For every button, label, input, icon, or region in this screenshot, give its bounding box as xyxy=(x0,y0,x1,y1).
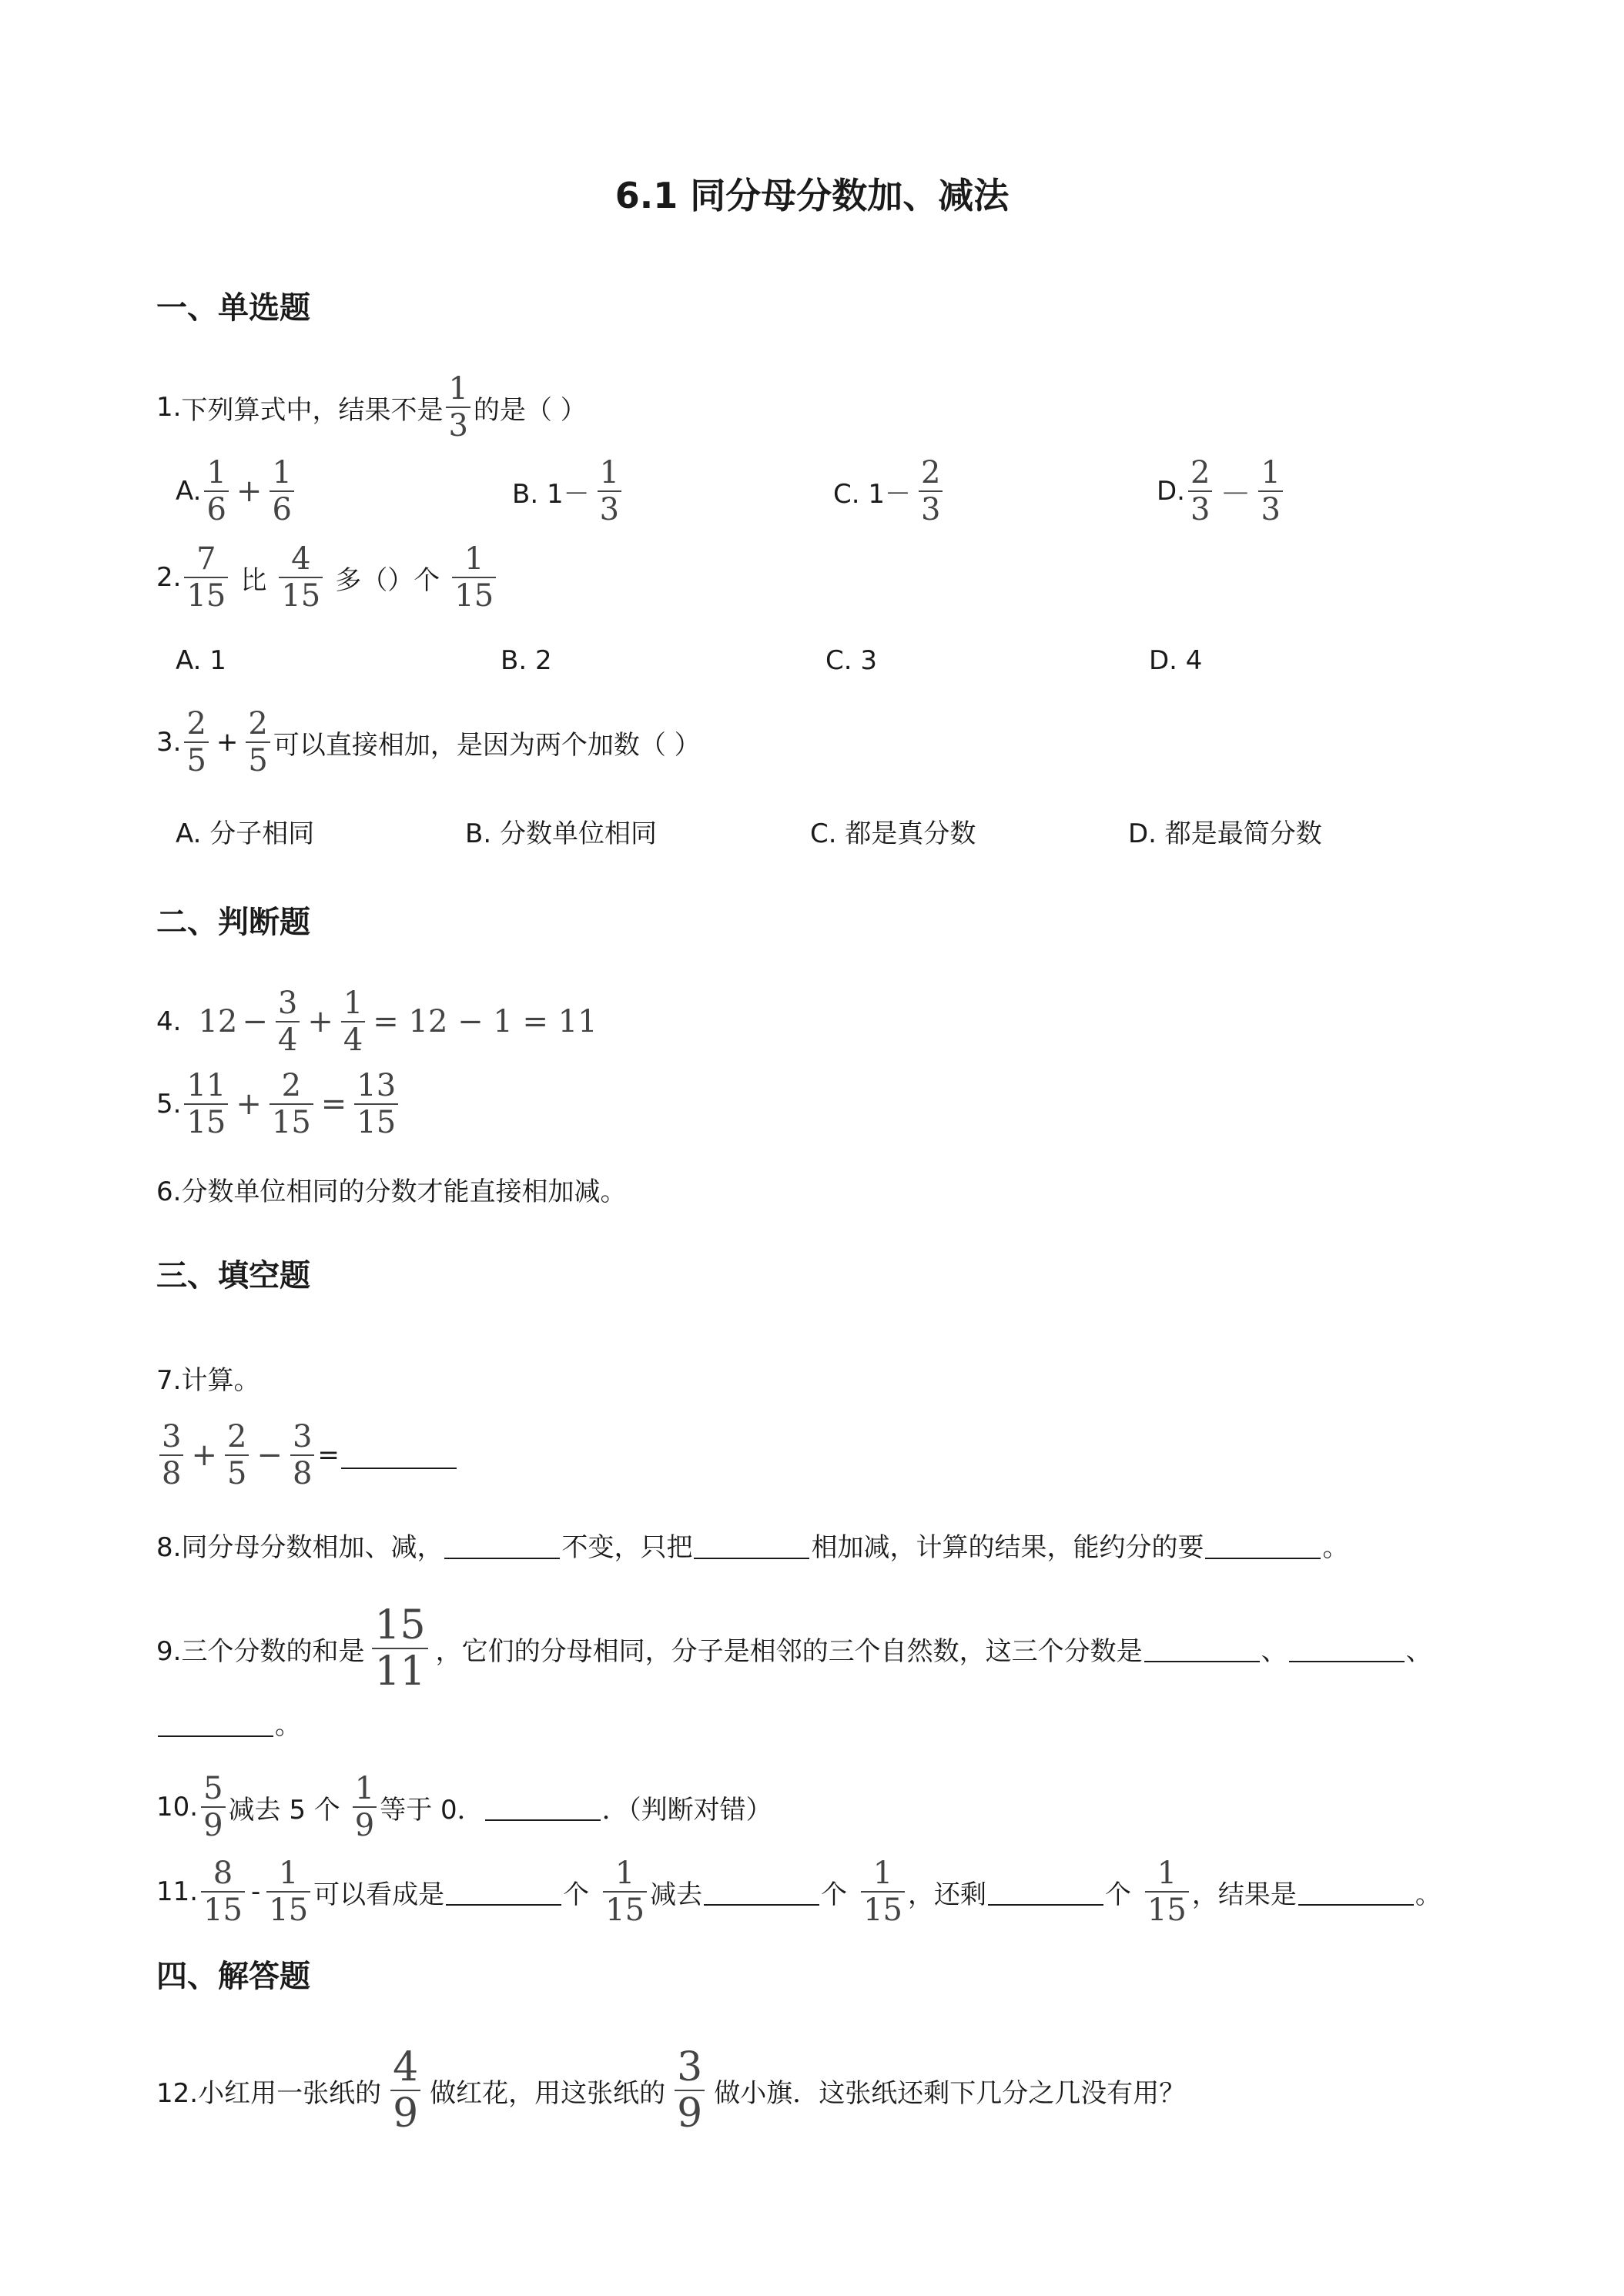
fraction: 1 15 xyxy=(266,1858,310,1926)
answer-blank[interactable] xyxy=(1144,1635,1260,1662)
section-heading-true-false: 二、判断题 xyxy=(156,905,310,940)
equals-sign: = xyxy=(320,1086,347,1122)
fraction: 1 3 xyxy=(598,457,621,525)
fraction: 4 9 xyxy=(390,2047,420,2134)
question-text: 可以看成是 xyxy=(313,1879,445,1910)
question-text: 下列算式中，结果不是 xyxy=(181,394,444,426)
question-text: 。 xyxy=(1415,1879,1442,1910)
option-b[interactable]: B. 分数单位相同 xyxy=(465,818,657,849)
fraction: 1 15 xyxy=(861,1858,905,1926)
question-12 xyxy=(156,2044,1186,2137)
fraction: 15 11 xyxy=(372,1605,427,1692)
fraction: 1 15 xyxy=(1145,1858,1189,1926)
answer-blank[interactable] xyxy=(988,1878,1103,1906)
question-4 xyxy=(156,988,598,1056)
question-text: 等于 0． xyxy=(380,1794,484,1826)
fraction: 8 15 xyxy=(201,1858,245,1926)
operator: + xyxy=(307,1004,333,1039)
question-9-continued xyxy=(156,1704,301,1742)
option-a[interactable]: A. 1 xyxy=(176,645,226,676)
option-a[interactable]: A. 分子相同 xyxy=(176,818,315,849)
equals-sign: = xyxy=(317,1440,340,1471)
question-text: 相加减，计算的结果，能约分的要 xyxy=(811,1532,1204,1563)
question-text: 12.小红用一张纸的 xyxy=(156,2077,382,2109)
answer-blank[interactable] xyxy=(444,1531,560,1559)
option-label: B. 1－ xyxy=(512,478,590,510)
fraction: 1 9 xyxy=(353,1773,377,1841)
question-text: 做红花，用这张纸的 xyxy=(430,2077,666,2109)
question-text: 。 xyxy=(275,1710,301,1741)
question-number: 11. xyxy=(156,1876,199,1907)
fraction: 3 8 xyxy=(290,1421,314,1489)
question-1 xyxy=(156,373,587,441)
fraction: 1 15 xyxy=(452,544,496,611)
option-b[interactable]: B. 2 xyxy=(501,645,552,676)
question-text: 个 xyxy=(821,1879,848,1910)
fraction: 2 3 xyxy=(919,457,943,525)
option-a[interactable] xyxy=(176,457,297,525)
separator: 、 xyxy=(1261,1635,1287,1667)
option-d[interactable]: D. 都是最简分数 xyxy=(1128,818,1322,849)
question-text: 个 xyxy=(1104,1879,1131,1910)
question-text: 多（）个 xyxy=(335,564,440,596)
question-2 xyxy=(156,541,499,614)
question-7-expression xyxy=(156,1421,458,1489)
answer-blank[interactable] xyxy=(1289,1635,1405,1662)
question-text: 9.三个分数的和是 xyxy=(156,1635,365,1667)
question-9 xyxy=(156,1602,1432,1695)
answer-blank[interactable] xyxy=(694,1531,809,1559)
separator: 、 xyxy=(1405,1635,1432,1667)
question-text: 个 xyxy=(563,1879,590,1910)
question-3 xyxy=(156,708,701,776)
operator: − xyxy=(242,1004,268,1039)
math-number: 12 xyxy=(198,1004,238,1039)
math-expression: = 12 − 1 = 11 xyxy=(373,1004,598,1039)
question-text: 8.同分母分数相加、减， xyxy=(156,1532,444,1563)
fraction: 2 5 xyxy=(184,708,208,776)
question-text: 的是（ ） xyxy=(473,394,587,426)
fraction: 1 3 xyxy=(446,373,470,441)
question-7: 7.计算。 xyxy=(156,1365,260,1396)
question-text: ．（判断对错） xyxy=(601,1794,772,1826)
answer-blank[interactable] xyxy=(485,1793,601,1821)
question-text: ，它们的分母相同，分子是相邻的三个自然数，这三个分数是 xyxy=(435,1635,1143,1667)
answer-blank[interactable] xyxy=(1298,1878,1414,1906)
operator: - xyxy=(250,1876,261,1907)
option-label: D. xyxy=(1157,476,1185,507)
question-number: 1. xyxy=(156,392,182,423)
option-b[interactable] xyxy=(512,457,624,525)
operator: + xyxy=(216,727,239,758)
fraction: 2 5 xyxy=(225,1421,249,1489)
operator: － xyxy=(1220,476,1251,512)
fraction: 2 15 xyxy=(270,1070,313,1138)
question-number: 10. xyxy=(156,1792,199,1822)
fraction: 1 6 xyxy=(270,457,293,525)
fraction: 1 6 xyxy=(204,457,228,525)
section-heading-fill-in: 三、填空题 xyxy=(156,1258,310,1294)
fraction: 4 15 xyxy=(279,544,323,611)
fraction: 2 3 xyxy=(1188,457,1212,525)
fraction: 3 8 xyxy=(159,1421,183,1489)
fraction: 1 15 xyxy=(603,1858,647,1926)
question-text: 不变，只把 xyxy=(561,1532,693,1563)
option-label: A. xyxy=(176,476,202,507)
option-d[interactable]: D. 4 xyxy=(1149,645,1203,676)
question-5 xyxy=(156,1070,401,1138)
question-number: 4. xyxy=(156,1006,182,1037)
operator: + xyxy=(236,1086,262,1122)
question-number: 5. xyxy=(156,1089,182,1120)
option-c[interactable] xyxy=(833,457,946,525)
section-heading-solve: 四、解答题 xyxy=(156,1959,310,1994)
option-label: C. 1－ xyxy=(833,478,911,510)
question-text: 减去 xyxy=(650,1879,703,1910)
answer-blank[interactable] xyxy=(704,1878,819,1906)
fraction: 7 15 xyxy=(184,544,228,611)
page-title: 6.1 同分母分数加、减法 xyxy=(614,175,1010,216)
fraction: 3 4 xyxy=(276,988,300,1056)
question-8 xyxy=(156,1526,1348,1564)
fraction: 13 15 xyxy=(354,1070,398,1138)
fraction: 1 4 xyxy=(341,988,365,1056)
option-c[interactable]: C. 3 xyxy=(825,645,877,676)
answer-blank[interactable] xyxy=(158,1709,273,1737)
fraction: 1 3 xyxy=(1258,457,1282,525)
operator: + xyxy=(191,1438,217,1473)
option-d[interactable] xyxy=(1157,457,1286,525)
operator: − xyxy=(256,1438,283,1473)
question-text: 。 xyxy=(1322,1532,1349,1563)
question-text: 减去 5 个 xyxy=(228,1794,340,1826)
question-11 xyxy=(156,1858,1442,1926)
question-text: ，结果是 xyxy=(1191,1879,1297,1910)
question-text: 比 xyxy=(240,564,267,596)
question-number: 2. xyxy=(156,562,182,593)
question-text: 做小旗．这张纸还剩下几分之几没有用？ xyxy=(714,2077,1186,2109)
fraction: 2 5 xyxy=(246,708,270,776)
answer-blank[interactable] xyxy=(1205,1531,1321,1559)
fraction: 3 9 xyxy=(675,2047,705,2134)
question-6: 6.分数单位相同的分数才能直接相加减。 xyxy=(156,1176,627,1207)
question-10 xyxy=(156,1773,772,1841)
question-number: 3. xyxy=(156,727,182,758)
section-heading-single-choice: 一、单选题 xyxy=(156,290,310,326)
option-c[interactable]: C. 都是真分数 xyxy=(810,818,976,849)
fraction: 11 15 xyxy=(184,1070,228,1138)
question-text: ，还剩 xyxy=(907,1879,986,1910)
answer-blank[interactable] xyxy=(341,1441,457,1469)
answer-blank[interactable] xyxy=(446,1878,561,1906)
question-text: 可以直接相加，是因为两个加数（ ） xyxy=(273,729,701,761)
fraction: 5 9 xyxy=(201,1773,225,1841)
operator: + xyxy=(236,474,263,509)
